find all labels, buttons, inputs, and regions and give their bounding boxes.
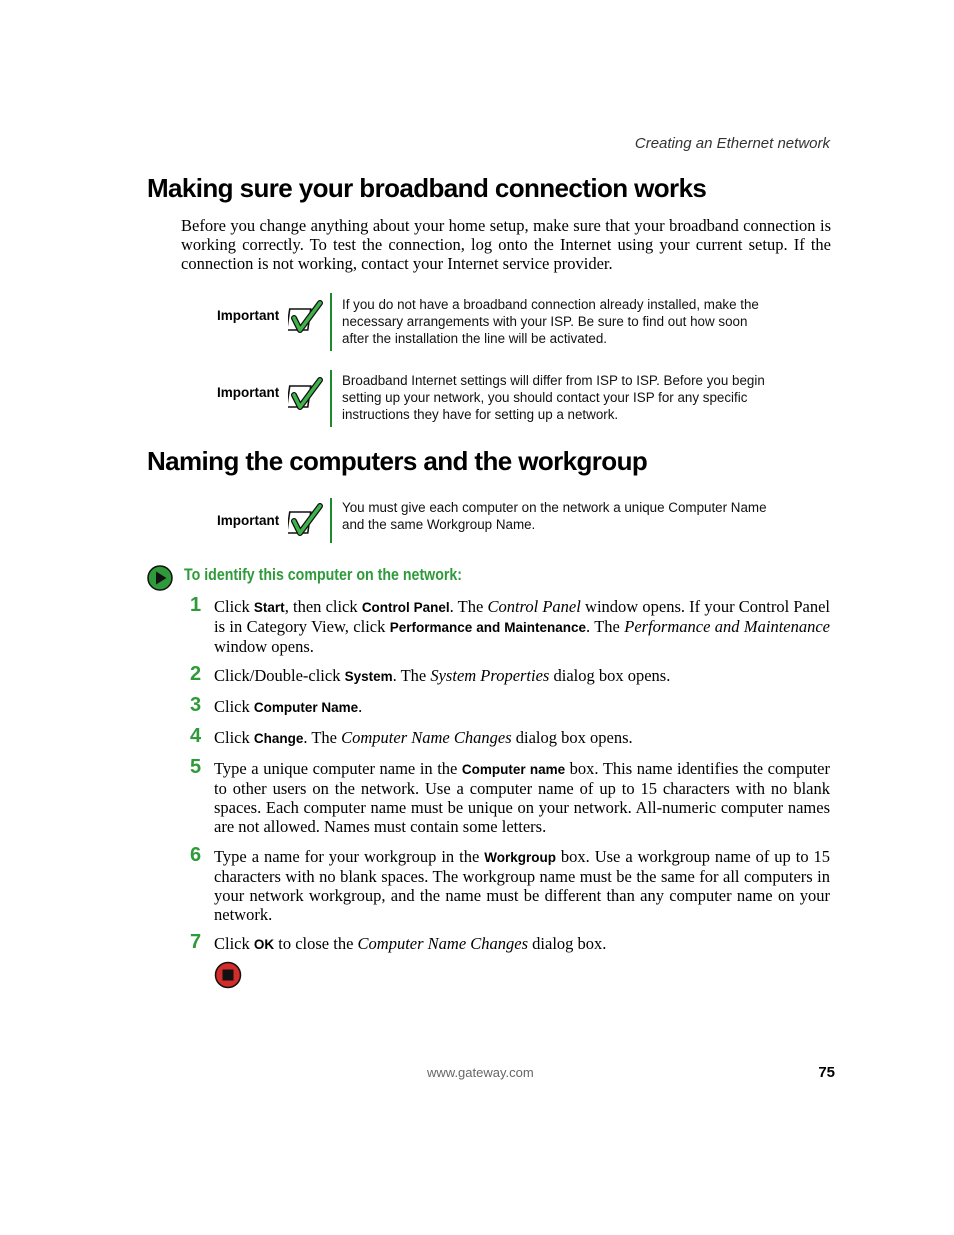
footer-url: www.gateway.com — [427, 1065, 534, 1080]
stop-icon — [214, 961, 242, 989]
important-note — [200, 370, 770, 427]
step-text: Click Computer Name. — [214, 697, 363, 716]
note-divider — [330, 293, 332, 351]
step-number: 5 — [190, 756, 202, 778]
section-title-broadband: Making sure your broadband connection works — [147, 173, 707, 203]
checkmark-icon — [288, 377, 324, 413]
step-text: Click OK to close the Computer Name Changes dialog box. — [214, 934, 607, 953]
note-text: You must give each computer on the network a unique Computer Name and the same Workgroup Name. — [342, 500, 767, 532]
step-number: 2 — [190, 663, 202, 685]
procedure-title: To identify this computer on the network: — [184, 566, 463, 584]
important-note — [200, 498, 770, 543]
note-text: Broadband Internet settings will differ from ISP to ISP. Before you begin setting up your network, you should contact your ISP for any specific instructions they have for setting up a network. — [342, 373, 765, 422]
note-label: Important — [217, 308, 280, 323]
step-number: 7 — [190, 931, 202, 953]
important-note — [200, 293, 770, 351]
checkmark-icon — [288, 300, 324, 336]
step-number: 1 — [190, 594, 202, 616]
step-text: Type a name for your workgroup in the Workgroup box. Use a workgroup name of up to 15 characters with no blank spaces. The workgroup name must be the same for all computers in your network workgroup, and the name must be different than any computer name on your network. — [214, 847, 831, 924]
step-number: 4 — [190, 725, 202, 747]
step-text: Click Start, then click Control Panel. The Control Panel window opens. If your Control Panel is in Category View, click Performance and Maintenance. The Performance and Maintenance window opens. — [214, 597, 831, 656]
section-title-naming: Naming the computers and the workgroup — [147, 446, 648, 476]
step-text: Type a unique computer name in the Computer name box. This name identifies the computer to other users on the network. Use a computer name of up to 15 characters with no blank spaces. Each computer name must be unique on your network. All-numeric computer names are not allowed. Names must contain some letters. — [214, 759, 830, 836]
step-text: Click Change. The Computer Name Changes dialog box opens. — [214, 728, 633, 747]
note-divider — [330, 370, 332, 427]
checkmark-icon — [288, 503, 324, 539]
step-number: 6 — [190, 844, 202, 866]
running-head: Creating an Ethernet network — [634, 135, 830, 152]
step-text: Click/Double-click System. The System Properties dialog box opens. — [214, 666, 671, 685]
play-arrow-icon — [147, 565, 173, 591]
note-label: Important — [217, 385, 280, 400]
section-body-broadband: Before you change anything about your home setup, make sure that your broadband connection is working correctly. To test the connection, log onto the Internet using your current setup. If the connection is not working, contact your Internet service provider. — [181, 216, 831, 273]
note-divider — [330, 498, 332, 543]
page-number: 75 — [818, 1064, 835, 1081]
step-number: 3 — [190, 694, 202, 716]
note-text: If you do not have a broadband connection already installed, make the necessary arrangements with your ISP. Be sure to find out how soon after the installation the line will be activated. — [342, 297, 759, 346]
note-label: Important — [217, 513, 280, 528]
